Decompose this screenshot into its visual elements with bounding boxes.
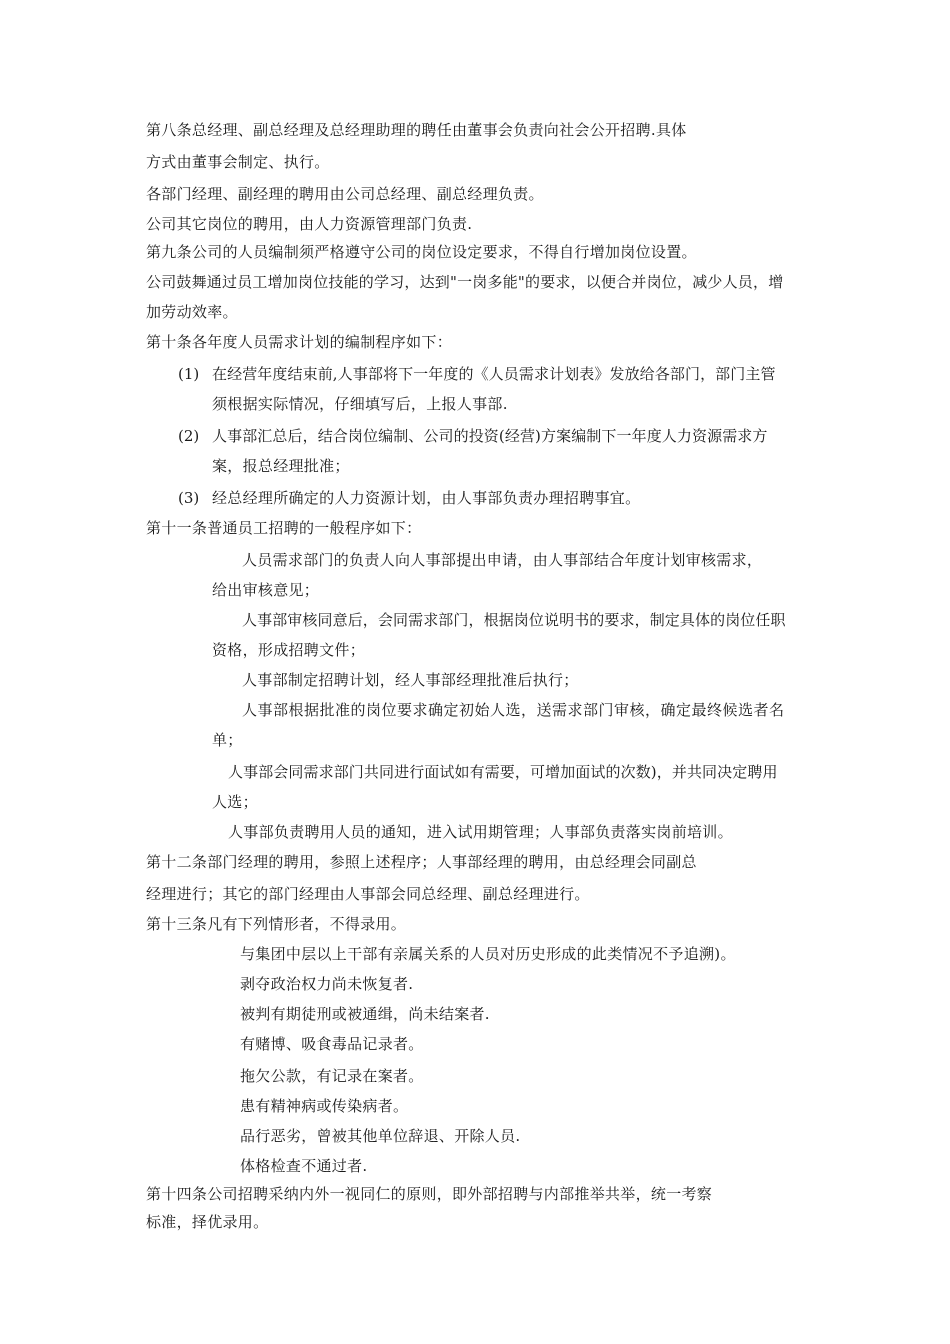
exclusion-item: 被判有期徒刑或被通缉，尚未结案者. [240, 1005, 490, 1023]
article-12-line-2: 经理进行；其它的部门经理由人事部会同总经理、副总经理进行。 [146, 885, 590, 903]
list-number: (2) [178, 427, 200, 445]
article-11-heading: 第十一条普通员工招聘的一般程序如下： [146, 519, 422, 537]
article-14-line-1: 第十四条公司招聘采纳内外一视同仁的原则，即外部招聘与内部推举共举，统一考察 [146, 1185, 713, 1203]
article-13-heading: 第十三条凡有下列情形者，不得录用。 [146, 915, 407, 933]
exclusion-item: 剥夺政治权力尚未恢复者. [240, 975, 414, 993]
procedure-step-line-2: 给出审核意见； [212, 581, 320, 599]
exclusion-item: 品行恶劣，曾被其他单位辞退、开除人员. [240, 1127, 521, 1145]
article-12-line-1: 第十二条部门经理的聘用，参照上述程序；人事部经理的聘用，由总经理会同副总 [146, 853, 697, 871]
procedure-step-line-2: 人选； [212, 793, 258, 811]
procedure-step-line-2: 单； [212, 731, 243, 749]
article-10-heading: 第十条各年度人员需求计划的编制程序如下： [146, 333, 453, 351]
article-8-line-2: 方式由董事会制定、执行。 [146, 153, 330, 171]
article-14-line-2: 标准，择优录用。 [146, 1213, 269, 1231]
exclusion-item: 与集团中层以上干部有亲属关系的人员对历史形成的此类情况不予追溯)。 [240, 945, 736, 963]
exclusion-item: 拖欠公款，有记录在案者。 [240, 1067, 424, 1085]
article-9-line-3: 加劳动效率。 [146, 303, 238, 321]
article-8-line-4: 公司其它岗位的聘用，由人力资源管理部门负责. [146, 215, 473, 233]
list-item-line-1: 人事部汇总后，结合岗位编制、公司的投资(经营)方案编制下一年度人力资源需求方 [212, 427, 768, 445]
list-item-line-1: 在经营年度结束前,人事部将下一年度的《人员需求计划表》发放给各部门，部门主管 [212, 365, 776, 383]
list-item-line-1: 经总经理所确定的人力资源计划，由人事部负责办理招聘事宜。 [212, 489, 641, 507]
procedure-step: 人事部负责聘用人员的通知，进入试用期管理；人事部负责落实岗前培训。 [228, 823, 733, 841]
exclusion-item: 患有精神病或传染病者。 [240, 1097, 409, 1115]
article-8-line-3: 各部门经理、副经理的聘用由公司总经理、副总经理负责。 [146, 185, 544, 203]
list-number: (1) [178, 365, 200, 383]
procedure-step: 人事部制定招聘计划，经人事部经理批准后执行； [242, 671, 579, 689]
article-9-line-2: 公司鼓舞通过员工增加岗位技能的学习，达到"一岗多能"的要求，以便合并岗位，减少人员，增 [146, 273, 784, 291]
exclusion-item: 有赌博、吸食毒品记录者。 [240, 1035, 424, 1053]
exclusion-item: 体格检查不通过者. [240, 1157, 368, 1175]
article-8-line-1: 第八条总经理、副总经理及总经理助理的聘任由董事会负责向社会公开招聘.具体 [146, 121, 687, 139]
procedure-step-line-1: 人事部根据批准的岗位要求确定初始人选，送需求部门审核，确定最终候选者名 [242, 701, 785, 719]
article-9-line-1: 第九条公司的人员编制须严格遵守公司的岗位设定要求，不得自行增加岗位设置。 [146, 243, 697, 261]
procedure-step-line-1: 人事部会同需求部门共同进行面试如有需要，可增加面试的次数)，并共同决定聘用 [228, 763, 778, 781]
list-item-line-2: 案，报总经理批准； [212, 457, 350, 475]
list-number: (3) [178, 489, 200, 507]
procedure-step-line-1: 人员需求部门的负责人向人事部提出申请，由人事部结合年度计划审核需求， [242, 551, 763, 569]
list-item-line-2: 须根据实际情况，仔细填写后，上报人事部. [212, 395, 508, 413]
procedure-step-line-2: 资格，形成招聘文件； [212, 641, 366, 659]
procedure-step-line-1: 人事部审核同意后，会同需求部门，根据岗位说明书的要求，制定具体的岗位任职 [242, 611, 786, 629]
